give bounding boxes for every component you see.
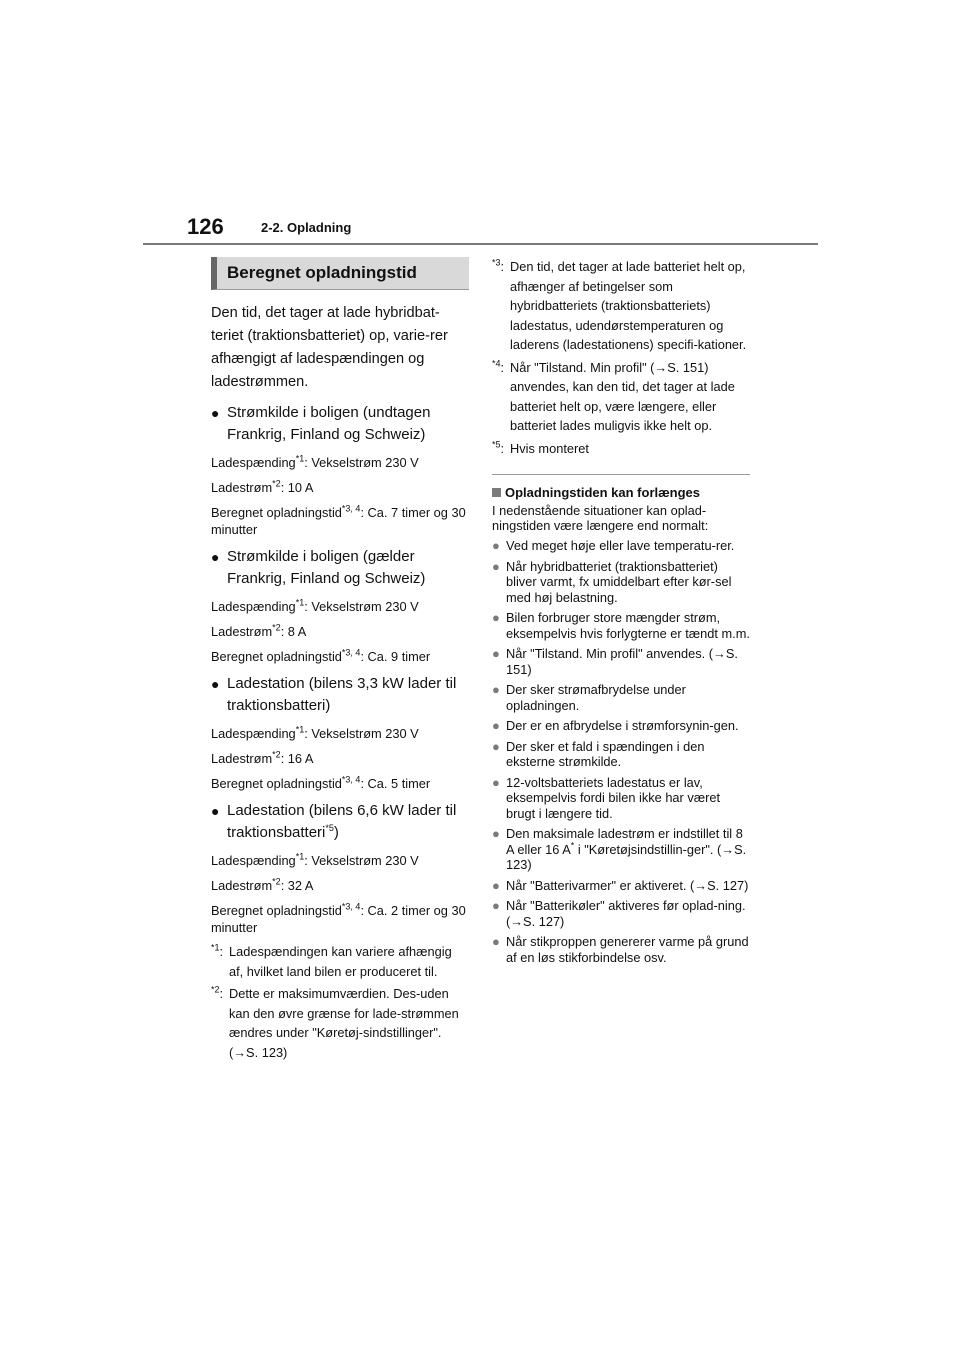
list-item-text: Når "Batterivarmer" er aktiveret. (→S. 127) [506, 877, 749, 893]
footnote-text: Ladespændingen kan variere afhængig af, hvilket land bilen er produceret til. [229, 944, 452, 979]
list-item [492, 682, 750, 713]
bullet-dot-icon: ● [211, 803, 220, 819]
bullet-dot-icon: ● [492, 738, 500, 754]
bullet-dot-icon: ● [492, 898, 500, 913]
intro-paragraph: Den tid, det tager at lade hybridbat-teriet (traktionsbatteriet) op, varie-rer afhængigt af ladespændingen og ladestrømmen. [211, 305, 448, 390]
bullet-dot-icon: ● [211, 549, 220, 565]
current-line: Ladestrøm$^{*2}$: 8 A [211, 622, 307, 639]
list-item [492, 538, 750, 554]
list-item [492, 610, 750, 641]
current-line: Ladestrøm$^{*2}$: 10 A [211, 478, 314, 495]
footnote [492, 358, 750, 436]
bullet-dot-icon: ● [492, 558, 500, 574]
bullet-dot-icon: ● [492, 826, 500, 841]
time-line: Beregnet opladningstid$^{*3, 4}$: Ca. 2 timer og 30 minutter [211, 901, 466, 935]
bullet-dot-icon: ● [492, 646, 500, 661]
footnote-text: Dette er maksimumværdien. Des-uden kan den øvre grænse for lade-strømmen ændres under "Køretøj-sindstillinger". (→S. 123) [229, 986, 459, 1060]
footnote-mark: $^{*5}$: [492, 439, 505, 456]
bullet-dot-icon: ● [211, 405, 220, 421]
box-heading: Beregnet opladningstid [211, 257, 469, 290]
time-line: Beregnet opladningstid$^{*3, 4}$: Ca. 5 timer [211, 774, 431, 791]
voltage-line: Ladespænding$^{*1}$: Vekselstrøm 230 V [211, 851, 419, 868]
group-heading [211, 673, 469, 717]
subsection-divider [492, 474, 750, 475]
square-bullet-icon [492, 488, 501, 497]
list-item [492, 718, 750, 734]
list-item [492, 775, 750, 822]
right-column [492, 254, 750, 965]
footnote [211, 984, 469, 1062]
list-item-text: Når hybridbatteriet (traktionsbatteriet) bliver varmt, fx umiddelbart efter kør-sel med høj belastning. [506, 558, 732, 605]
bullet-dot-icon: ● [492, 774, 500, 790]
time-line: Beregnet opladningstid$^{*3, 4}$: Ca. 7 timer og 30 minutter [211, 503, 466, 537]
group-heading-text: Strømkilde i boligen (undtagen Frankrig, Finland og Schweiz) [227, 404, 431, 443]
left-column [211, 257, 469, 1062]
group-heading [211, 402, 469, 446]
time-line: Beregnet opladningstid$^{*3, 4}$: Ca. 9 timer [211, 647, 431, 664]
bullet-dot-icon: ● [492, 682, 500, 697]
voltage-line: Ladespænding$^{*1}$: Vekselstrøm 230 V [211, 724, 419, 741]
group-heading-text: Ladestation (bilens 3,3 kW lader til traktionsbatteri) [227, 675, 457, 714]
voltage-line: Ladespænding$^{*1}$: Vekselstrøm 230 V [211, 453, 419, 470]
list-item-text: Der sker et fald i spændingen i den eksterne strømkilde. [506, 738, 705, 769]
list-item-text: Når stikproppen genererer varme på grund af en løs stikforbindelse osv. [506, 934, 749, 965]
footnote-mark: $^{*4}$: [492, 358, 505, 375]
header-divider [143, 243, 818, 245]
current-line: Ladestrøm$^{*2}$: 16 A [211, 749, 314, 766]
list-item [492, 878, 750, 894]
footnote-mark: $^{*2}$: [211, 984, 224, 1001]
charging-groups [211, 402, 469, 936]
group-heading [211, 800, 469, 844]
footnote [492, 257, 750, 355]
footnote-text: Den tid, det tager at lade batteriet helt op, afhænger af betingelser som hybridbatteriets (traktionsbatteriets) ladestatus, udendørstemperaturen og laderens (ladestationens) specifi-kationer. [510, 259, 747, 352]
group-heading [211, 546, 469, 590]
list-item [492, 898, 750, 929]
bullet-dot-icon: ● [492, 538, 500, 553]
reason-list-end [492, 878, 750, 966]
footnote-text: Hvis monteret [510, 440, 589, 456]
footnote-mark: $^{*3}$: [492, 257, 505, 274]
subsection-heading: Opladningstiden kan forlænges [492, 485, 750, 500]
left-footnotes [211, 942, 469, 1062]
list-item [492, 646, 750, 677]
subsection-intro: I nedenstående situationer kan oplad-ningstiden være længere end normalt: [492, 503, 709, 533]
footnote-text: Når "Tilstand. Min profil" (→S. 151) anvendes, kan den tid, det tager at lade batteriet helt op, være længere, eller batteriet lades muligvis ikke helt op. [510, 359, 735, 433]
group-heading-text: Ladestation (bilens 6,6 kW lader til traktionsbatteri$^{*5}$) [227, 802, 457, 841]
footnote [492, 439, 750, 459]
voltage-line: Ladespænding$^{*1}$: Vekselstrøm 230 V [211, 597, 419, 614]
list-item-text: Der sker strømafbrydelse under opladningen. [506, 682, 686, 713]
bullet-dot-icon: ● [492, 934, 500, 949]
list-item-text: Der er en afbrydelse i strømforsynin-gen. [506, 718, 739, 733]
bullet-dot-icon: ● [492, 877, 500, 893]
bullet-dot-icon: ● [211, 676, 220, 692]
list-item: ● Den maksimale ladestrøm er indstillet til 8 A eller 16 A* i "Køretøjsindstillin-ger". (→S. 123) [492, 826, 747, 872]
list-item [492, 739, 750, 770]
section-title: 2-2. Opladning [261, 220, 352, 235]
right-footnotes [492, 257, 750, 458]
list-item-text: Når "Tilstand. Min profil" anvendes. (→S. 151) [506, 646, 738, 677]
list-item [492, 934, 750, 965]
list-item-text: Bilen forbruger store mængder strøm, eksempelvis hvis forlygterne er tændt m.m. [506, 610, 750, 641]
footnote [211, 942, 469, 981]
list-item [492, 559, 750, 606]
footnote-mark: $^{*1}$: [211, 942, 224, 959]
list-item-text: Når "Batterikøler" aktiveres før oplad-ning. (→S. 127) [506, 898, 746, 929]
current-line: Ladestrøm$^{*2}$: 32 A [211, 876, 314, 893]
list-item-text: Ved meget høje eller lave temperatu-rer. [506, 538, 735, 553]
list-item-text: 12-voltsbatteriets ladestatus er lav, eksempelvis fordi bilen ikke har været brugt i længere tid. [506, 774, 721, 821]
reason-list [492, 538, 750, 821]
bullet-dot-icon: ● [492, 718, 500, 733]
group-heading-text: Strømkilde i boligen (gælder Frankrig, Finland og Schweiz) [227, 548, 426, 587]
page-number: 126 [187, 214, 224, 239]
bullet-dot-icon: ● [492, 610, 500, 625]
